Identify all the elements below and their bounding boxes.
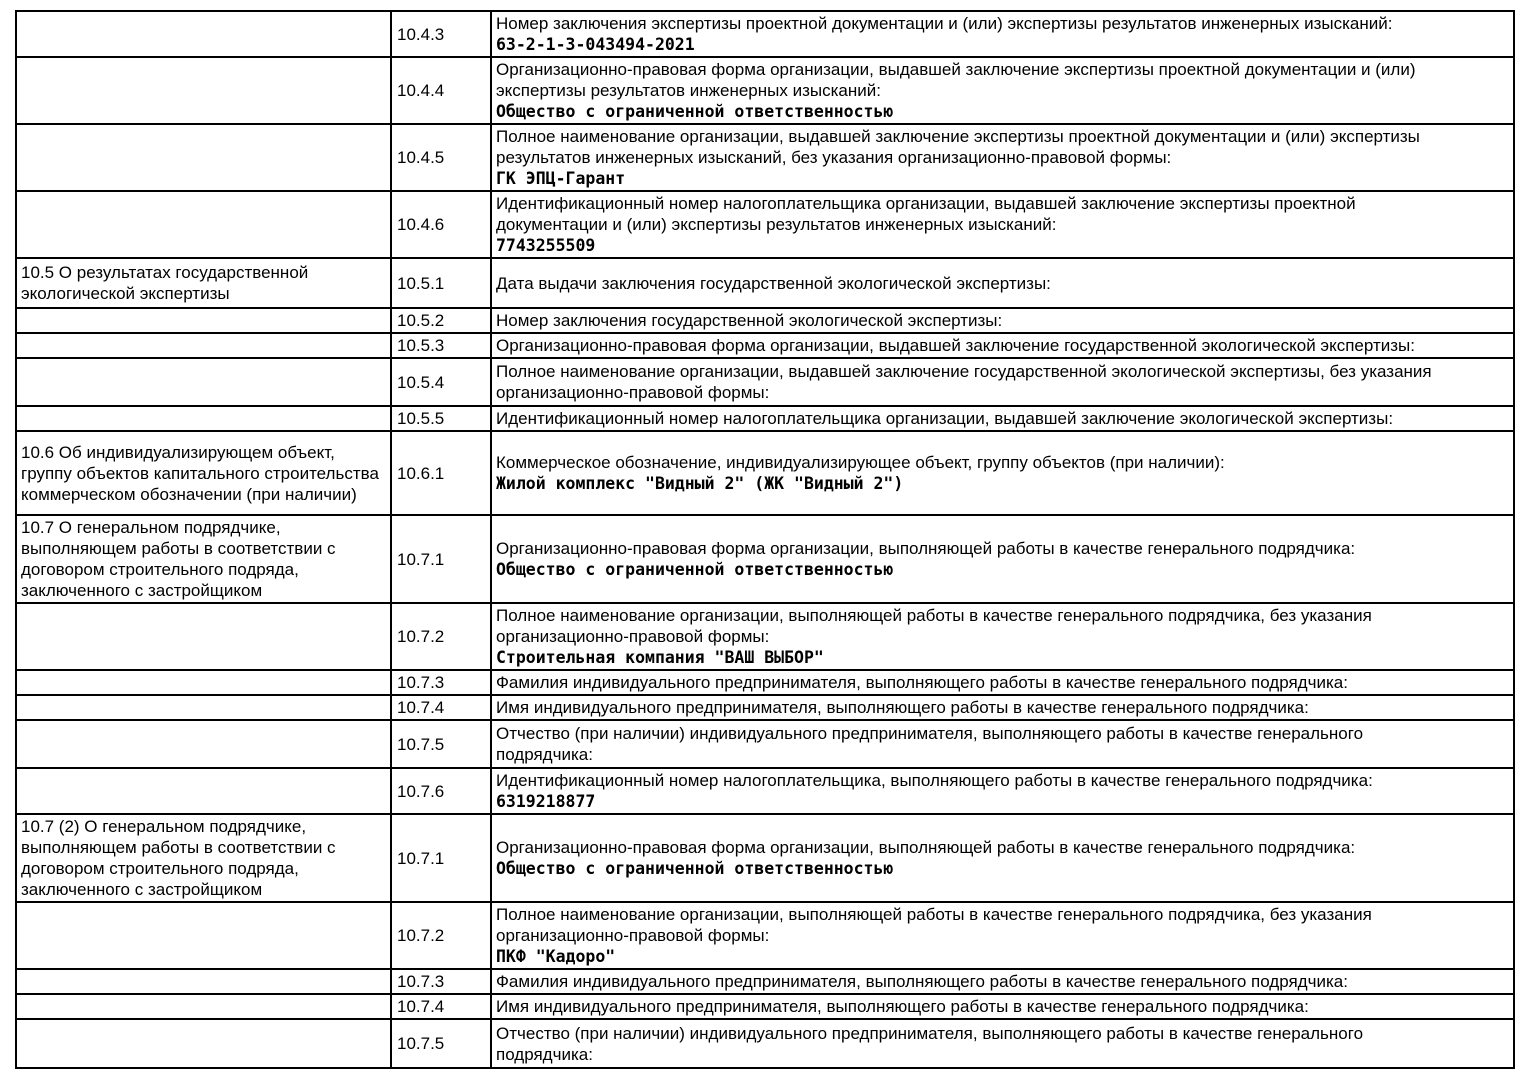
item-number-cell xyxy=(391,969,491,994)
item-number: 10.7.3 xyxy=(397,972,445,991)
item-number: 10.4.4 xyxy=(397,81,445,100)
field-cell xyxy=(491,902,1514,969)
item-number: 10.7.5 xyxy=(397,734,445,754)
item-number: 10.7.4 xyxy=(397,698,445,717)
table-row xyxy=(16,124,1514,191)
item-number: 10.7.5 xyxy=(397,1034,445,1053)
item-number-cell xyxy=(391,695,491,720)
section-title-cell xyxy=(16,57,391,124)
field-value: ПКФ "Кадоро" xyxy=(496,947,616,966)
section-title-cell xyxy=(16,431,391,515)
field-cell xyxy=(491,814,1514,902)
field-label: Организационно-правовая форма организации, выдавшей заключение государственной экологической экспертизы: xyxy=(496,336,1415,355)
section-title-cell xyxy=(16,358,391,406)
table-row xyxy=(16,768,1514,814)
section-title-cell xyxy=(16,406,391,431)
table-row xyxy=(16,258,1514,308)
field-cell xyxy=(491,358,1514,406)
field-label: Полное наименование организации, выполняющей работы в качестве генерального подрядчика, без указания организационно-правовой формы: xyxy=(496,905,1372,945)
field-label: Полное наименование организации, выполняющей работы в качестве генерального подрядчика, без указания организационно-правовой формы: xyxy=(496,606,1372,646)
item-number-cell xyxy=(391,515,491,603)
section-title: 10.7 (2) О генеральном подрядчике, выполняющем работы в соответствии с договором строительного подряда, заключенного с застройщиком xyxy=(21,817,336,899)
field-cell xyxy=(491,11,1514,57)
item-number: 10.5.3 xyxy=(397,336,445,355)
field-cell xyxy=(491,191,1514,258)
section-title-cell xyxy=(16,258,391,308)
item-number-cell xyxy=(391,333,491,358)
item-number-cell xyxy=(391,814,491,902)
field-cell xyxy=(491,994,1514,1019)
section-title-cell xyxy=(16,191,391,258)
item-number-cell xyxy=(391,11,491,57)
item-number-cell xyxy=(391,124,491,191)
item-number: 10.7.3 xyxy=(397,673,445,692)
field-value: Общество с ограниченной ответственностью xyxy=(496,560,894,579)
field-value: Жилой комплекс "Видный 2" (ЖК "Видный 2") xyxy=(496,474,904,493)
field-value: Общество с ограниченной ответственностью xyxy=(496,102,894,121)
field-label: Номер заключения государственной экологической экспертизы: xyxy=(496,311,1003,330)
item-number: 10.5.4 xyxy=(397,372,445,392)
table-row xyxy=(16,969,1514,994)
item-number-cell xyxy=(391,603,491,670)
field-value: ГК ЭПЦ-Гарант xyxy=(496,169,626,188)
table-row xyxy=(16,57,1514,124)
field-cell xyxy=(491,695,1514,720)
field-cell xyxy=(491,603,1514,670)
item-number-cell xyxy=(391,994,491,1019)
table-row xyxy=(16,814,1514,902)
field-value: Строительная компания "ВАШ ВЫБОР" xyxy=(496,648,824,667)
table-row xyxy=(16,515,1514,603)
section-title: 10.6 Об индивидуализирующем объект, группу объектов капитального строительства коммерческом обозначении (при наличии) xyxy=(21,442,379,504)
field-value: Общество с ограниченной ответственностью xyxy=(496,859,894,878)
field-cell xyxy=(491,333,1514,358)
field-cell xyxy=(491,720,1514,768)
field-label: Отчество (при наличии) индивидуального предпринимателя, выполняющего работы в качестве генерального подрядчика: xyxy=(496,1023,1364,1064)
field-cell xyxy=(491,1019,1514,1068)
field-label: Фамилия индивидуального предпринимателя, выполняющего работы в качестве генерального подрядчика: xyxy=(496,972,1348,991)
field-label: Имя индивидуального предпринимателя, выполняющего работы в качестве генерального подрядчика: xyxy=(496,698,1309,717)
field-label: Организационно-правовая форма организации, выполняющей работы в качестве генерального подрядчика: xyxy=(496,539,1356,558)
item-number: 10.6.1 xyxy=(397,463,445,483)
item-number-cell xyxy=(391,258,491,308)
item-number: 10.5.5 xyxy=(397,409,445,428)
item-number: 10.7.6 xyxy=(397,781,445,801)
section-title-cell xyxy=(16,720,391,768)
table-row xyxy=(16,431,1514,515)
declaration-table xyxy=(15,10,1515,1069)
table-row xyxy=(16,994,1514,1019)
item-number-cell xyxy=(391,768,491,814)
item-number: 10.5.2 xyxy=(397,311,445,330)
table-row xyxy=(16,902,1514,969)
item-number-cell xyxy=(391,57,491,124)
section-title: 10.7 О генеральном подрядчике, выполняющем работы в соответствии с договором строительного подряда, заключенного с застройщиком xyxy=(21,518,336,600)
section-title-cell xyxy=(16,124,391,191)
field-cell xyxy=(491,670,1514,695)
field-label: Идентификационный номер налогоплательщика, выполняющего работы в качестве генерального подрядчика: xyxy=(496,771,1373,790)
item-number-cell xyxy=(391,431,491,515)
table-row xyxy=(16,406,1514,431)
table-row xyxy=(16,191,1514,258)
item-number-cell xyxy=(391,191,491,258)
section-title-cell xyxy=(16,768,391,814)
table-row xyxy=(16,358,1514,406)
item-number: 10.7.4 xyxy=(397,997,445,1016)
item-number: 10.7.1 xyxy=(397,549,445,569)
section-title-cell xyxy=(16,1019,391,1068)
section-title-cell xyxy=(16,308,391,333)
section-title-cell xyxy=(16,515,391,603)
field-label: Организационно-правовая форма организации, выполняющей работы в качестве генерального подрядчика: xyxy=(496,838,1356,857)
item-number-cell xyxy=(391,670,491,695)
item-number-cell xyxy=(391,902,491,969)
field-cell xyxy=(491,124,1514,191)
section-title-cell xyxy=(16,994,391,1019)
field-label: Дата выдачи заключения государственной экологической экспертизы: xyxy=(496,273,1051,293)
item-number: 10.5.1 xyxy=(397,273,445,293)
section-title-cell xyxy=(16,603,391,670)
section-title-cell xyxy=(16,695,391,720)
field-value: 63-2-1-3-043494-2021 xyxy=(496,35,695,54)
field-cell xyxy=(491,431,1514,515)
table-row xyxy=(16,670,1514,695)
item-number: 10.4.6 xyxy=(397,215,445,234)
section-title-cell xyxy=(16,333,391,358)
item-number: 10.4.5 xyxy=(397,148,445,167)
field-label: Идентификационный номер налогоплательщика организации, выдавшей заключение экспертизы проектной документации и (или) экспертизы результатов инженерных изысканий: xyxy=(496,194,1356,234)
field-cell xyxy=(491,768,1514,814)
field-cell xyxy=(491,406,1514,431)
field-label: Фамилия индивидуального предпринимателя, выполняющего работы в качестве генерального подрядчика: xyxy=(496,673,1348,692)
field-label: Полное наименование организации, выдавшей заключение экспертизы проектной документации и (или) экспертизы результатов инженерных изысканий, без указания организационно-правовой формы: xyxy=(496,127,1420,167)
field-label: Организационно-правовая форма организации, выдавшей заключение экспертизы проектной документации и (или) экспертизы результатов инженерных изысканий: xyxy=(496,60,1416,100)
field-cell xyxy=(491,969,1514,994)
table-row xyxy=(16,333,1514,358)
table-row xyxy=(16,603,1514,670)
table-row xyxy=(16,11,1514,57)
field-cell xyxy=(491,308,1514,333)
item-number-cell xyxy=(391,1019,491,1068)
field-cell xyxy=(491,57,1514,124)
field-label: Полное наименование организации, выдавшей заключение государственной экологической экспертизы, без указания организационно-правовой формы: xyxy=(496,362,1432,402)
table-row xyxy=(16,1019,1514,1068)
field-value: 6319218877 xyxy=(496,792,596,811)
section-title-cell xyxy=(16,814,391,902)
field-label: Коммерческое обозначение, индивидуализирующее объект, группу объектов (при наличии): xyxy=(496,453,1225,472)
item-number-cell xyxy=(391,308,491,333)
field-cell xyxy=(491,258,1514,308)
item-number: 10.7.2 xyxy=(397,627,445,646)
field-cell xyxy=(491,515,1514,603)
section-title-cell xyxy=(16,969,391,994)
section-title-cell xyxy=(16,11,391,57)
field-label: Номер заключения экспертизы проектной документации и (или) экспертизы результатов инженерных изысканий: xyxy=(496,14,1393,33)
section-title: 10.5 О результатах государственной экологической экспертизы xyxy=(21,263,309,303)
item-number: 10.4.3 xyxy=(397,24,445,44)
table-row xyxy=(16,308,1514,333)
section-title-cell xyxy=(16,670,391,695)
table-row xyxy=(16,695,1514,720)
field-label: Отчество (при наличии) индивидуального предпринимателя, выполняющего работы в качестве генерального подрядчика: xyxy=(496,724,1364,764)
item-number-cell xyxy=(391,406,491,431)
section-title-cell xyxy=(16,902,391,969)
item-number-cell xyxy=(391,720,491,768)
field-label: Идентификационный номер налогоплательщика организации, выдавшей заключение экологической экспертизы: xyxy=(496,409,1394,428)
field-value: 7743255509 xyxy=(496,236,596,255)
item-number: 10.7.2 xyxy=(397,926,445,945)
field-label: Имя индивидуального предпринимателя, выполняющего работы в качестве генерального подрядчика: xyxy=(496,997,1309,1016)
item-number-cell xyxy=(391,358,491,406)
table-row xyxy=(16,720,1514,768)
item-number: 10.7.1 xyxy=(397,848,445,868)
